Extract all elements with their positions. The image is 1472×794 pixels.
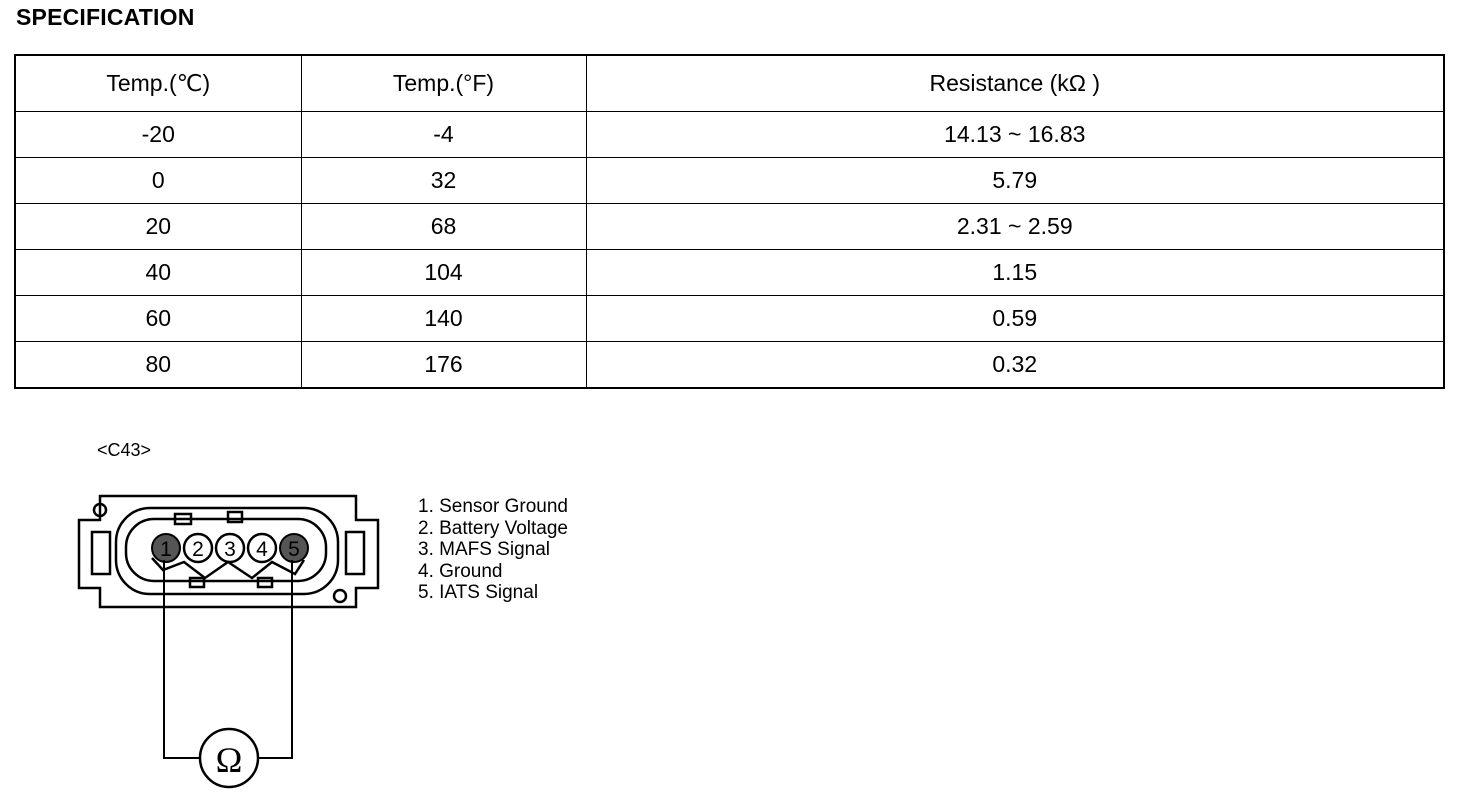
legend-item: 1. Sensor Ground — [418, 496, 568, 517]
connector-label: <C43> — [97, 440, 152, 460]
pin-5 — [280, 534, 308, 562]
column-header-temp-f: Temp.(°F) — [301, 55, 586, 112]
pin-number: 1 — [160, 538, 172, 561]
cell-resistance: 0.32 — [586, 342, 1444, 389]
ohm-symbol: Ω — [215, 740, 243, 780]
ohmmeter-icon — [200, 729, 258, 787]
pin-3 — [216, 534, 244, 562]
pin-1 — [152, 534, 180, 562]
cell-temp-f: 104 — [301, 250, 586, 296]
page-title: SPECIFICATION — [16, 4, 195, 30]
pin-legend — [418, 496, 568, 604]
cell-temp-c: 60 — [15, 296, 301, 342]
cell-temp-c: 0 — [15, 158, 301, 204]
cell-temp-f: 68 — [301, 204, 586, 250]
cell-temp-c: 80 — [15, 342, 301, 389]
legend-item: 5. IATS Signal — [418, 582, 539, 603]
column-header-resistance: Resistance (kΩ ) — [586, 55, 1444, 112]
cell-resistance: 1.15 — [586, 250, 1444, 296]
cell-temp-c: 40 — [15, 250, 301, 296]
cell-resistance: 5.79 — [586, 158, 1444, 204]
cell-temp-f: 140 — [301, 296, 586, 342]
pin-number: 4 — [256, 538, 268, 561]
legend-item: 4. Ground — [418, 560, 503, 582]
pin-2 — [184, 534, 212, 562]
pin-number: 3 — [224, 538, 236, 561]
column-header-temp-c: Temp.(℃) — [15, 55, 301, 112]
pin-number: 2 — [192, 538, 204, 561]
cell-resistance: 0.59 — [586, 296, 1444, 342]
cell-temp-c: 20 — [15, 204, 301, 250]
cell-resistance: 2.31 ~ 2.59 — [586, 204, 1444, 250]
legend-item: 3. MAFS Signal — [418, 539, 550, 560]
pin-4 — [248, 534, 276, 562]
cell-temp-c: -20 — [15, 112, 301, 158]
cell-temp-f: 32 — [301, 158, 586, 204]
cell-resistance: 14.13 ~ 16.83 — [586, 112, 1444, 158]
pin-number: 5 — [288, 538, 300, 561]
cell-temp-f: 176 — [301, 342, 586, 389]
cell-temp-f: -4 — [301, 112, 586, 158]
legend-item: 2. Battery Voltage — [418, 517, 568, 539]
